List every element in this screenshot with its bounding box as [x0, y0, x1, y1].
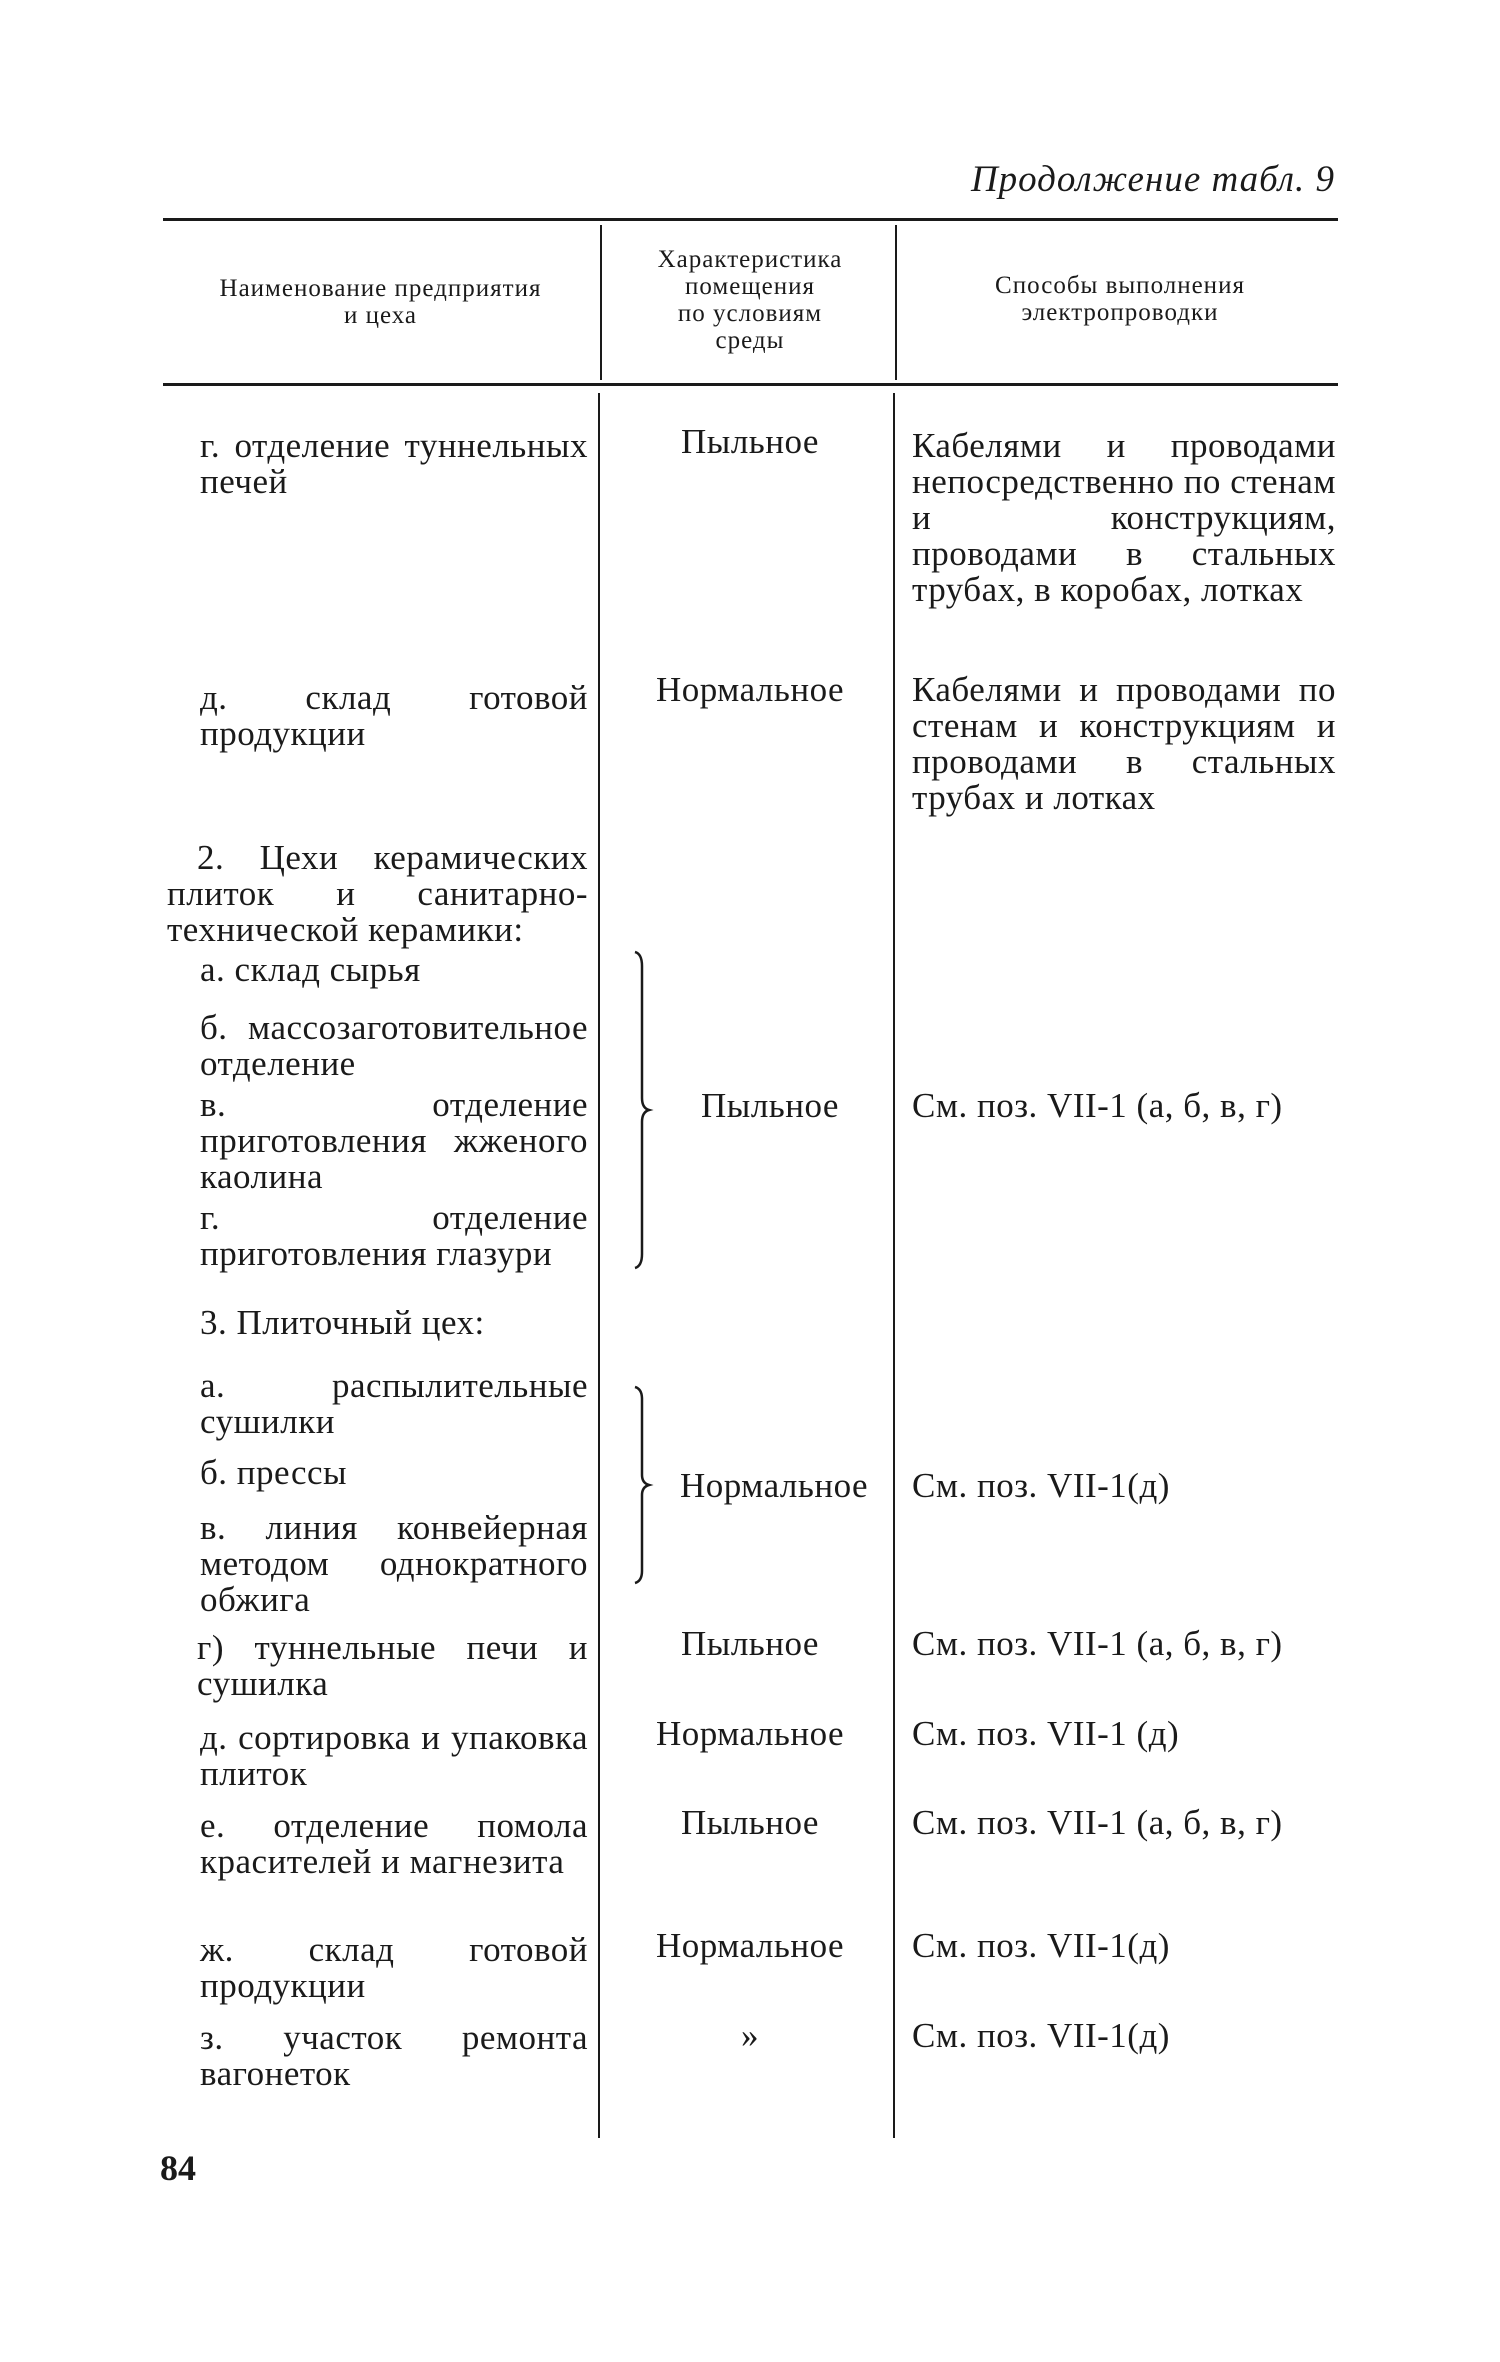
header-environment: Характеристика помещения по условиям среды	[657, 246, 843, 354]
header-bottom-rule	[163, 383, 1338, 386]
row-finished-goods-env: Нормальное	[655, 670, 845, 709]
table-top-rule	[163, 218, 1338, 221]
continuation-title: Продолжение табл. 9	[970, 159, 1335, 200]
header-enterprise: Наименование предприятия и цеха	[219, 275, 542, 329]
row-tunnel-kilns-method: Кабелями и проводами непосредственно по стенам и конструкциям, проводами в стальных трубах, в коробах, лотках	[912, 426, 1336, 609]
section-2-item-v: в. отделение приготовления жженого каолина	[200, 1085, 588, 1196]
row-tunnel-kilns-dept: г. отделение туннельных печей	[200, 426, 588, 501]
row-sorting-packing-method: См. поз. VII-1 (д)	[912, 1714, 1180, 1753]
section-3-brace	[632, 1385, 654, 1585]
row-finished-store-2-env: Нормальное	[655, 1926, 845, 1965]
section-2-title: 2. Цехи керамических плиток и санитарно-технической керамики:	[167, 838, 588, 949]
section-3-item-b: б. прессы	[200, 1453, 348, 1492]
section-2-item-g: г. отделение приготовления глазури	[200, 1198, 588, 1273]
row-dye-grinding: е. отделение помола красителей и магнезита	[200, 1806, 588, 1881]
section-3-env: Нормальное	[679, 1466, 869, 1505]
section-3-item-a: а. распылительные сушилки	[200, 1366, 588, 1441]
row-dye-grinding-method: См. поз. VII-1 (а, б, в, г)	[912, 1803, 1283, 1842]
row-tunnel-dryers: г) туннельные печи и сушилка	[197, 1628, 588, 1703]
row-tunnel-dryers-env: Пыльное	[681, 1624, 819, 1663]
section-2-env: Пыльное	[701, 1086, 839, 1125]
header-wiring-methods: Способы выполнения электропроводки	[995, 272, 1245, 326]
section-2-method: См. поз. VII-1 (а, б, в, г)	[912, 1086, 1283, 1125]
section-2-item-a: а. склад сырья	[200, 950, 421, 989]
row-finished-goods-method: Кабелями и проводами по стенам и конструкциям и проводами в стальных трубах и лотках	[912, 670, 1336, 817]
row-finished-store-2-method: См. поз. VII-1(д)	[912, 1926, 1170, 1965]
row-trolley-repair-method: См. поз. VII-1(д)	[912, 2016, 1170, 2055]
column-divider-1-body	[598, 393, 600, 2138]
column-divider-2	[895, 225, 897, 380]
row-tunnel-kilns-env: Пыльное	[681, 422, 819, 461]
row-finished-goods-store: д. склад готовой продукции	[200, 678, 588, 753]
row-trolley-repair: з. участок ремонта вагонеток	[200, 2018, 588, 2093]
page-number: 84	[160, 2148, 196, 2188]
row-trolley-repair-env: »	[741, 2016, 759, 2055]
row-dye-grinding-env: Пыльное	[681, 1803, 819, 1842]
row-tunnel-dryers-method: См. поз. VII-1 (а, б, в, г)	[912, 1624, 1283, 1663]
row-finished-store-2: ж. склад готовой продукции	[200, 1930, 588, 2005]
column-divider-1	[600, 225, 602, 380]
row-sorting-packing-env: Нормальное	[655, 1714, 845, 1753]
section-3-item-v: в. линия конвейерная методом однократного обжига	[200, 1508, 588, 1619]
row-sorting-packing: д. сортировка и упаковка плиток	[200, 1718, 588, 1793]
section-3-title: 3. Плиточный цех:	[200, 1303, 485, 1342]
section-2-item-b: б. массозаготовительное отделение	[200, 1008, 588, 1083]
column-divider-2-body	[893, 393, 895, 2138]
section-3-method: См. поз. VII-1(д)	[912, 1466, 1170, 1505]
